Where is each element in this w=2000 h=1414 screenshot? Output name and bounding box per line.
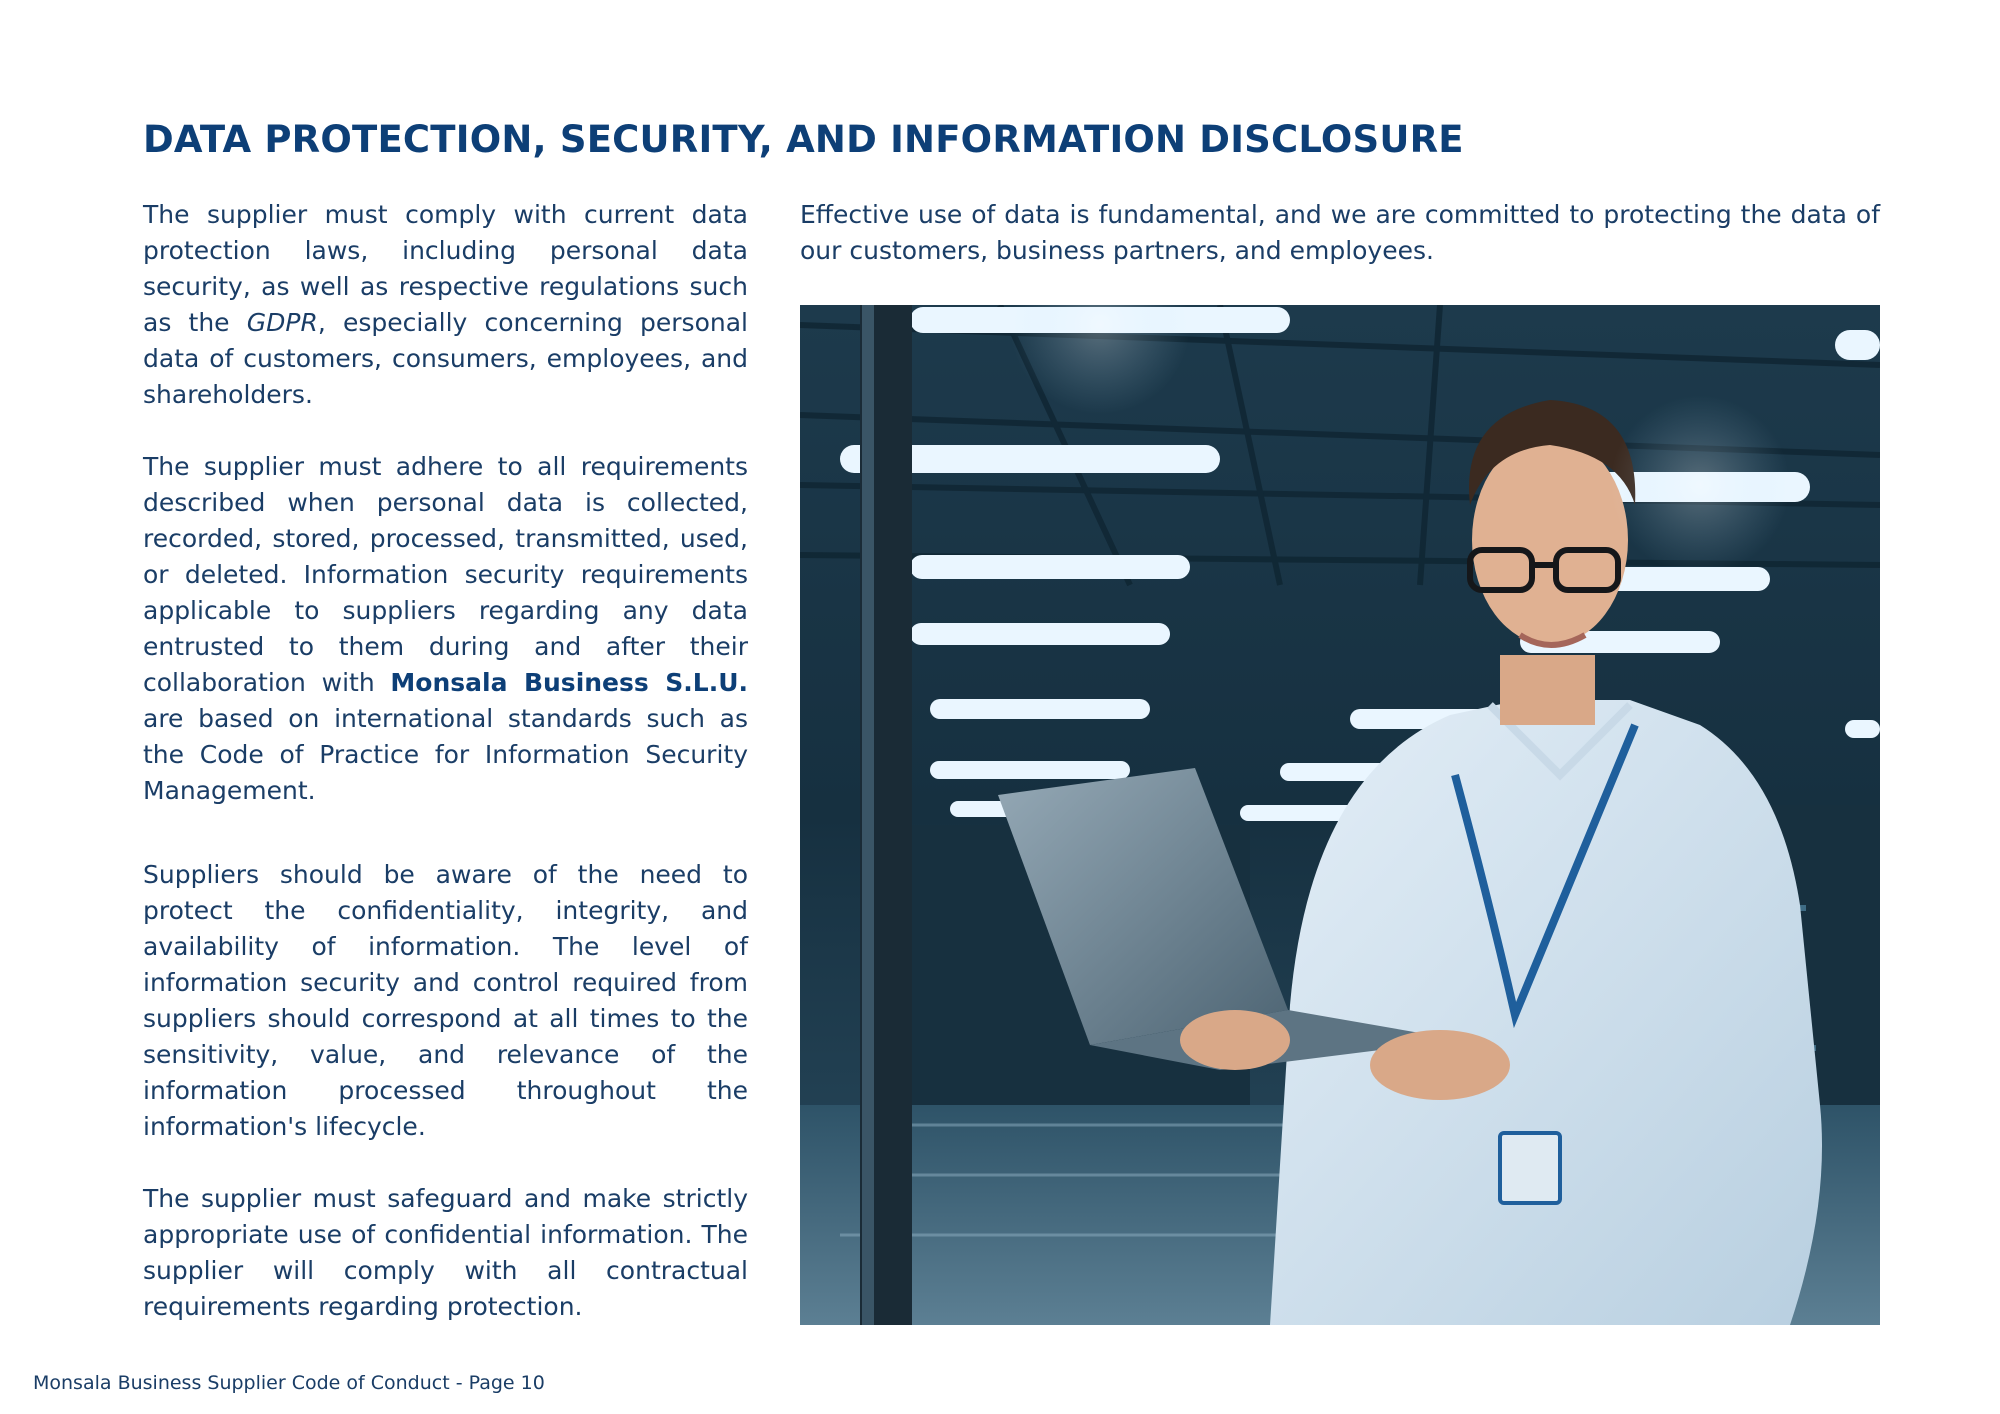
paragraph-text: The supplier must adhere to all requirements described when personal data is collected, recorded, stored, processed, transmitted, used, or deleted. Information security requirements applicable to suppliers regarding any data entrusted to them during and after their collaboration with [143, 452, 748, 697]
photo-illustration [800, 305, 1880, 1325]
paragraph-data-protection-laws [143, 197, 748, 413]
company-name: Monsala Business S.L.U. [390, 668, 748, 697]
paragraph-personal-data-requirements [143, 449, 748, 809]
data-center-photo [800, 305, 1880, 1325]
intro-paragraph: Effective use of data is fundamental, and we are committed to protecting the data of our customers, business partners, and employees. [800, 200, 1880, 265]
gdpr-emphasis: GDPR [246, 308, 318, 337]
paragraph-text: , especially concerning personal data of customers, consumers, employees, and shareholders. [143, 308, 748, 409]
left-column [143, 197, 748, 1325]
page-title: DATA PROTECTION, SECURITY, AND INFORMATION DISCLOSURE [143, 118, 1464, 161]
paragraph-text: The supplier must comply with current data protection laws, including personal data security, as well as respective regulations such as the [143, 200, 748, 337]
paragraph-confidential-information: The supplier must safeguard and make strictly appropriate use of confidential information. The supplier will comply with all contractual requirements regarding protection. [143, 1184, 748, 1321]
page-footer: Monsala Business Supplier Code of Conduct - Page 10 [33, 1372, 545, 1394]
paragraph-text: are based on international standards such as the Code of Practice for Information Security Management. [143, 704, 748, 805]
paragraph-confidentiality: Suppliers should be aware of the need to protect the confidentiality, integrity, and availability of information. The level of information security and control required from suppliers should correspond at all times to the sensitivity, value, and relevance of the information processed throughout the information's lifecycle. [143, 860, 748, 1141]
